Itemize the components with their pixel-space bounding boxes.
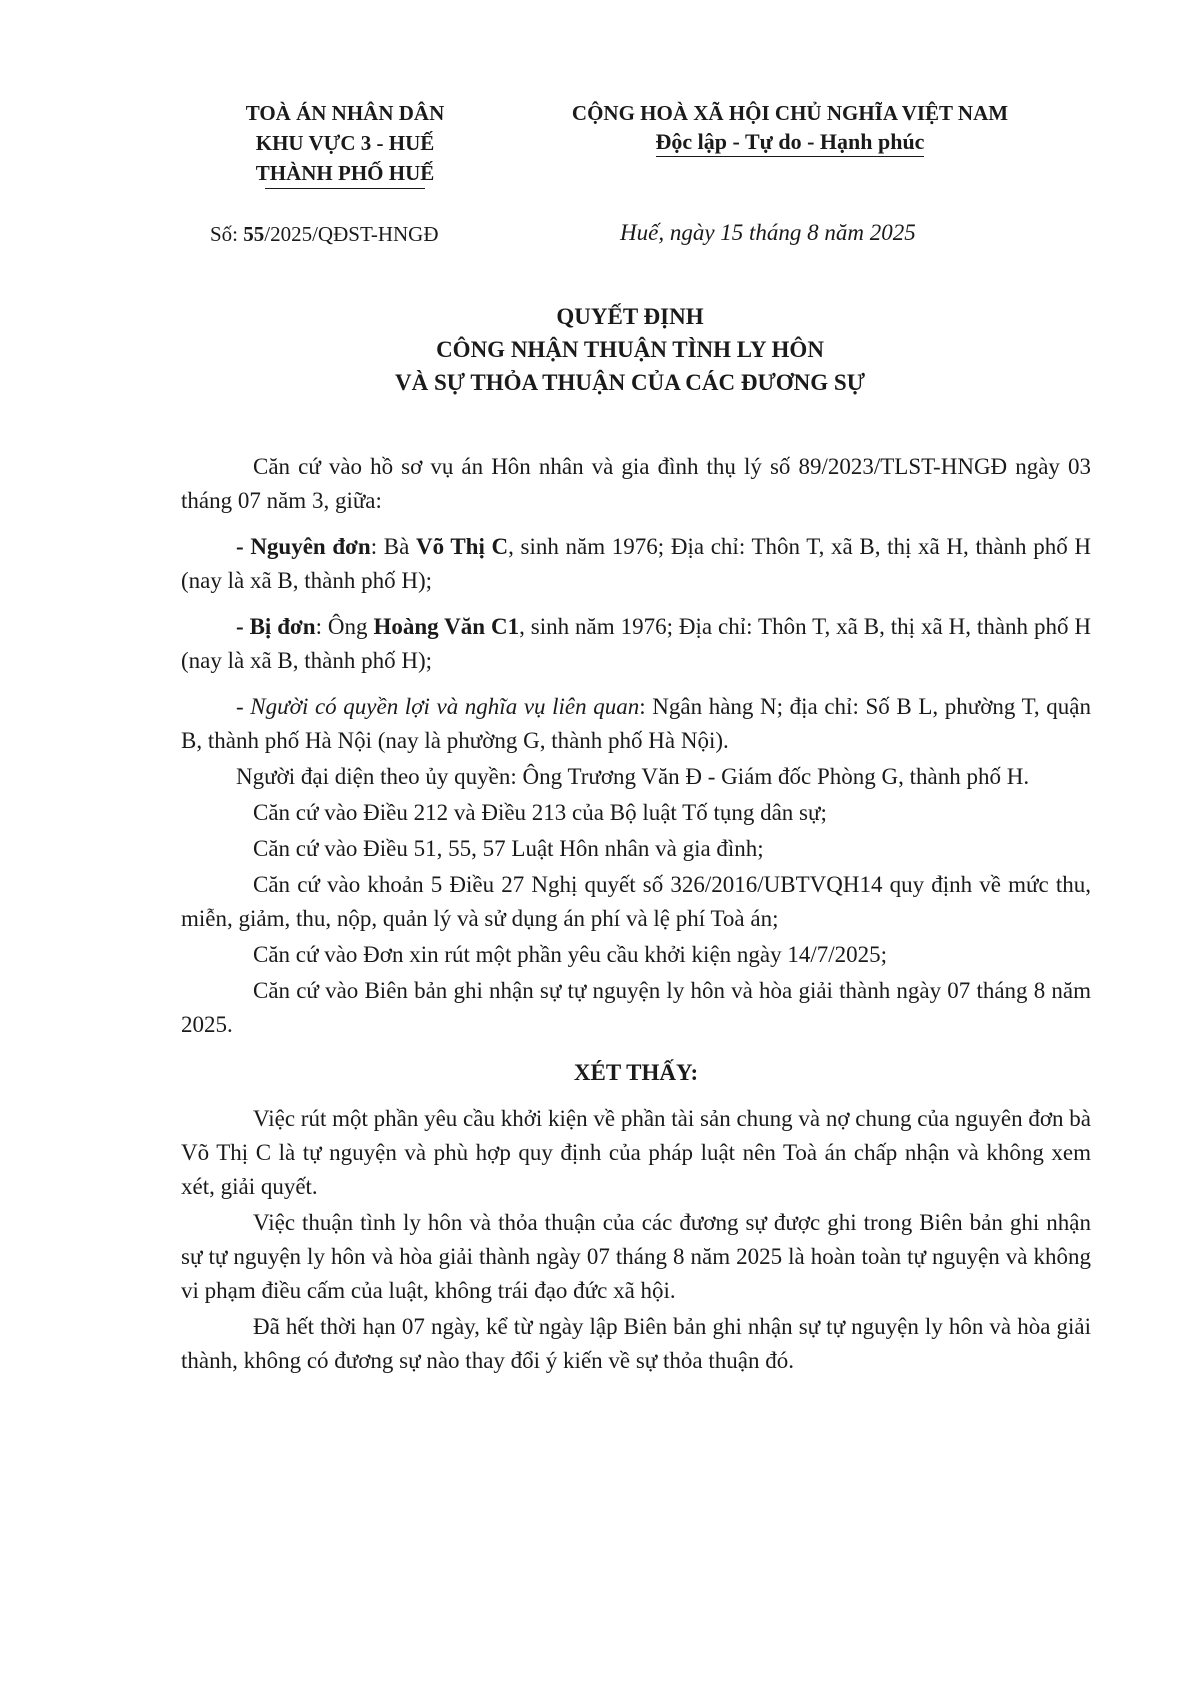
- legal-basis-2: Căn cứ vào Điều 51, 55, 57 Luật Hôn nhân và gia đình;: [253, 836, 764, 861]
- title-line1: QUYẾT ĐỊNH: [556, 304, 704, 329]
- related-party-dash: -: [236, 694, 251, 719]
- document-title: [180, 300, 1080, 399]
- legal-basis-3: Căn cứ vào khoản 5 Điều 27 Nghị quyết số 326/2016/UBTVQH14 quy định về mức thu, miễn, giảm, thu, nộp, quản lý và sử dụng án phí và lệ phí Toà án;: [181, 872, 1091, 931]
- related-party-paragraph: [181, 690, 1091, 758]
- document-number-suffix: /2025/QĐST-HNGĐ: [264, 222, 439, 246]
- court-header: [205, 98, 485, 188]
- finding-paragraph-3: Đã hết thời hạn 07 ngày, kể từ ngày lập Biên bản ghi nhận sự tự nguyện ly hôn và hòa giải thành, không có đương sự nào thay đổi ý kiến về sự thỏa thuận đó.: [181, 1314, 1091, 1373]
- document-date: Huế, ngày 15 tháng 8 năm 2025: [620, 220, 916, 245]
- title-line3: VÀ SỰ THỎA THUẬN CỦA CÁC ĐƯƠNG SỰ: [394, 370, 866, 395]
- nation-name: CỘNG HOÀ XÃ HỘI CHỦ NGHĨA VIỆT NAM: [571, 101, 1009, 125]
- defendant-name: Hoàng Văn C1: [373, 614, 520, 639]
- court-name-line2: KHU VỰC 3 - HUẾ: [255, 131, 435, 155]
- national-motto: Độc lập - Tự do - Hạnh phúc: [656, 128, 925, 157]
- title-line2: CÔNG NHẬN THUẬN TÌNH LY HÔN: [436, 337, 824, 362]
- plaintiff-name: Võ Thị C: [415, 534, 509, 559]
- document-number: [210, 222, 439, 247]
- plaintiff-paragraph: [181, 530, 1091, 598]
- plaintiff-prefix: : Bà: [370, 534, 416, 559]
- document-body: [181, 450, 1091, 1378]
- national-header: [510, 98, 1070, 160]
- legal-basis-4: Căn cứ vào Đơn xin rút một phần yêu cầu khởi kiện ngày 14/7/2025;: [253, 942, 888, 967]
- plaintiff-label: - Nguyên đơn: [236, 534, 371, 559]
- defendant-label: - Bị đơn: [236, 614, 316, 639]
- plaintiff-details: , sinh năm 1976; Địa chỉ: Thôn T, xã B, thị xã H, thành phố H (nay là xã B, thành phố H);: [181, 534, 1091, 593]
- defendant-paragraph: [181, 610, 1091, 678]
- court-header-underline: [265, 188, 425, 189]
- document-number-prefix: Số:: [210, 222, 244, 246]
- document-number-value: 55: [243, 222, 265, 246]
- court-name-line1: TOÀ ÁN NHÂN DÂN: [245, 101, 445, 125]
- finding-paragraph-1: Việc rút một phần yêu cầu khởi kiện về phần tài sản chung và nợ chung của nguyên đơn bà Võ Thị C là tự nguyện và phù hợp quy định của pháp luật nên Toà án chấp nhận và không xem xét, giải quyết.: [181, 1106, 1091, 1199]
- legal-basis-5: Căn cứ vào Biên bản ghi nhận sự tự nguyện ly hôn và hòa giải thành ngày 07 tháng 8 năm 2025.: [181, 978, 1091, 1037]
- defendant-prefix: : Ông: [315, 614, 374, 639]
- defendant-details: , sinh năm 1976; Địa chỉ: Thôn T, xã B, thị xã H, thành phố H (nay là xã B, thành phố H);: [181, 614, 1091, 673]
- findings-heading: XÉT THẤY:: [573, 1060, 699, 1085]
- intro-paragraph: Căn cứ vào hồ sơ vụ án Hôn nhân và gia đình thụ lý số 89/2023/TLST-HNGĐ ngày 03 tháng 07 năm 3, giữa:: [181, 454, 1091, 513]
- finding-paragraph-2: Việc thuận tình ly hôn và thỏa thuận của các đương sự được ghi trong Biên bản ghi nhận sự tự nguyện ly hôn và hòa giải thành ngày 07 tháng 8 năm 2025 là hoàn toàn tự nguyện và không vi phạm điều cấm của luật, không trái đạo đức xã hội.: [181, 1210, 1091, 1303]
- related-party-details: : Ngân hàng N; địa chỉ: Số B L, phường T, quận B, thành phố Hà Nội (nay là phường G, thành phố Hà Nội).: [181, 694, 1091, 753]
- court-name-line3: THÀNH PHỐ HUẾ: [255, 161, 435, 185]
- related-party-label: Người có quyền lợi và nghĩa vụ liên quan: [250, 694, 640, 719]
- legal-basis-1: Căn cứ vào Điều 212 và Điều 213 của Bộ luật Tố tụng dân sự;: [253, 800, 827, 825]
- representative-paragraph: Người đại diện theo ủy quyền: Ông Trương Văn Đ - Giám đốc Phòng G, thành phố H.: [236, 764, 1030, 789]
